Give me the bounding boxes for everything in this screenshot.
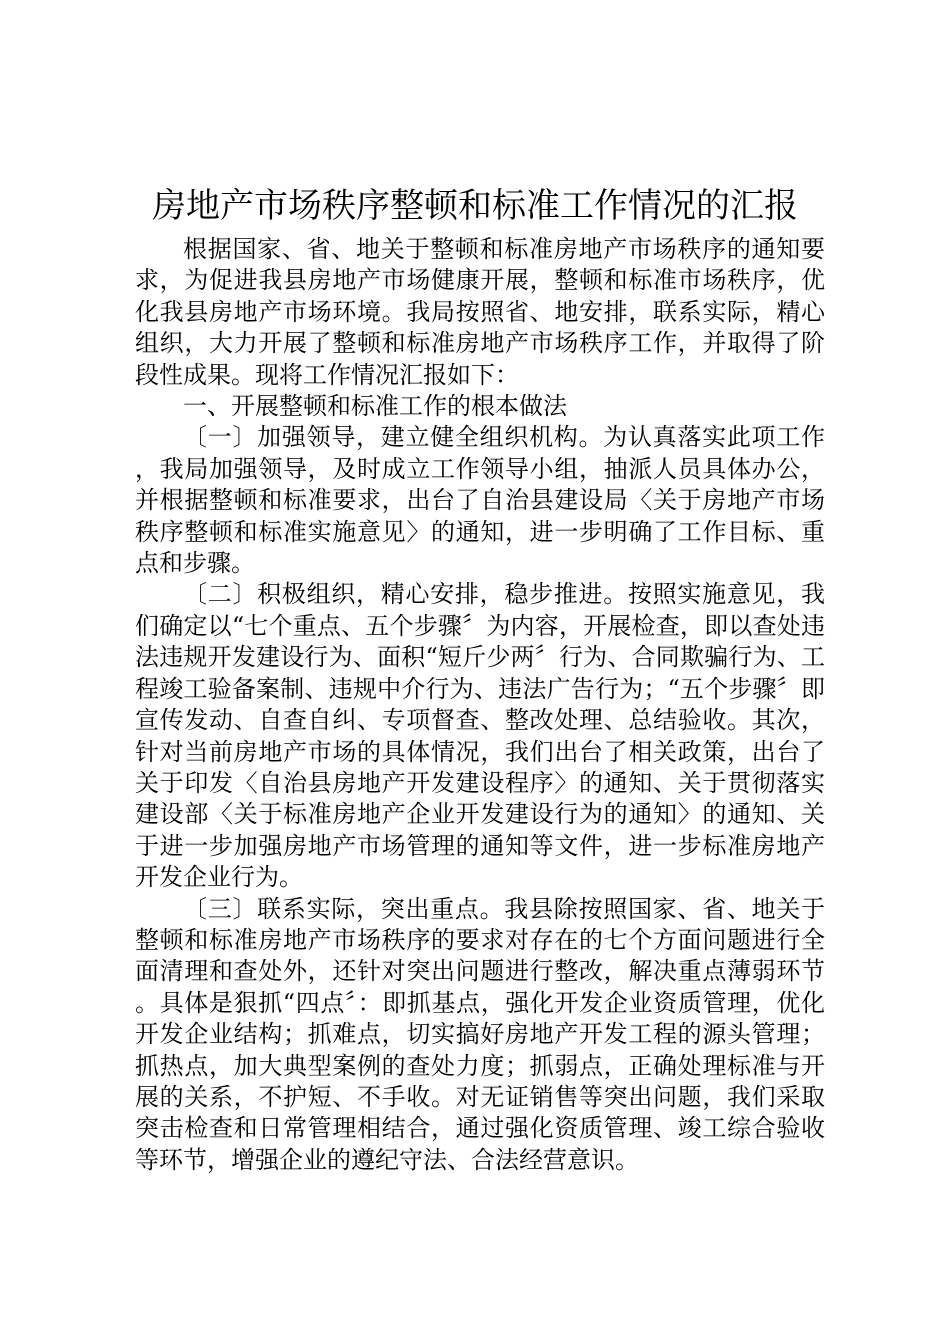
item-one-paragraph: 〔一〕加强领导，建立健全组织机构。为认真落实此项工作，我局加强领导，及时成立工作领导小组，抽派人员具体办公，并根据整顿和标准要求，出台了自治县建设局〈关于房地产市场秩序整顿和标准实施意见〉的通知，进一步明确了工作目标、重点和步骤。	[135, 423, 825, 578]
section-heading: 一、开展整顿和标准工作的根本做法	[183, 392, 567, 421]
item-three-paragraph: 〔三〕联系实际，突出重点。我县除按照国家、省、地关于整顿和标准房地产市场秩序的要求对存在的七个方面问题进行全面清理和查处外，还针对突出问题进行整改，解决重点薄弱环节。具体是狠抓“四点〞：即抓基点，强化开发企业资质管理，优化开发企业结构；抓难点，切实搞好房地产开发工程的源头管理；抓热点，加大典型案例的查处力度；抓弱点，正确处理标准与开展的关系，不护短、不手收。对无证销售等突出问题，我们采取突击检查和日常管理相结合，通过强化资质管理、竣工综合验收等环节，增强企业的遵纪守法、合法经营意识。	[135, 894, 825, 1174]
intro-paragraph: 根据国家、省、地关于整顿和标准房地产市场秩序的通知要求，为促进我县房地产市场健康开展，整顿和标准市场秩序，优化我县房地产市场环境。我局按照省、地安排，联系实际，精心组织，大力开展了整顿和标准房地产市场秩序工作，并取得了阶段性成果。现将工作情况汇报如下：	[135, 235, 825, 389]
document-title: 房地产市场秩序整顿和标准工作情况的汇报	[152, 186, 798, 226]
document-body	[135, 234, 825, 1176]
item-two-paragraph: 〔二〕积极组织，精心安排，稳步推进。按照实施意见，我们确定以“七个重点、五个步骤〞为内容，开展检查，即以查处违法违规开发建设行为、面积“短斤少两〞行为、合同欺骗行为、工程竣工验备案制、违规中介行为、违法广告行为；“五个步骤〞即宣传发动、自查自纠、专项督查、整改处理、总结验收。其次，针对当前房地产市场的具体情况，我们出台了相关政策，出台了关于印发〈自治县房地产开发建设程序〉的通知、关于贯彻落实建设部〈关于标准房地产企业开发建设行为的通知〉的通知、关于进一步加强房地产市场管理的通知等文件，进一步标准房地产开发企业行为。	[135, 580, 825, 892]
